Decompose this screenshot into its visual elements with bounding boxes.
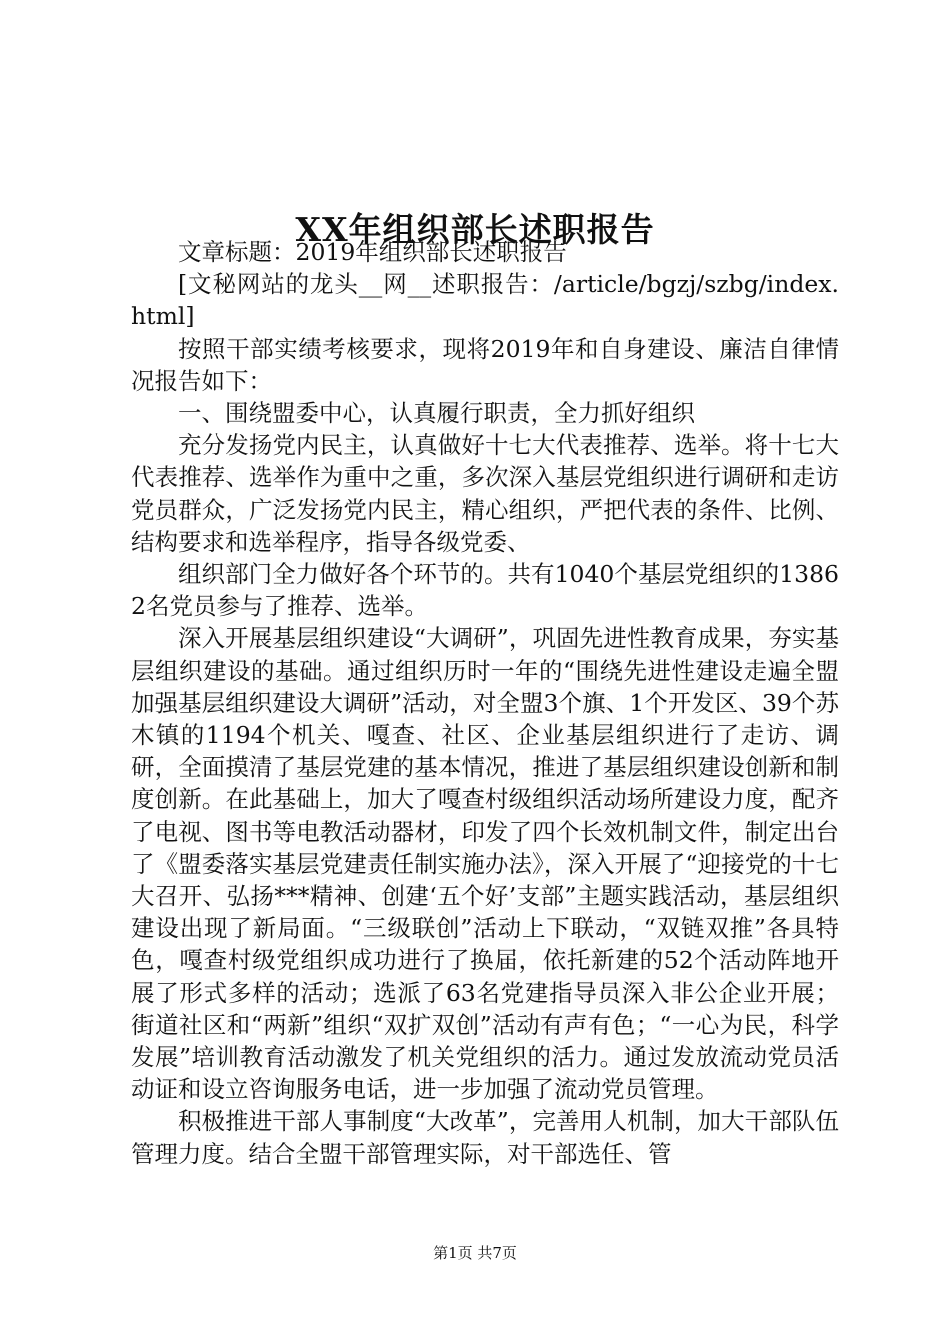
section-heading: 一、围绕盟委中心，认真履行职责，全力抓好组织 (178, 399, 695, 428)
paragraph: 深入开展基层组织建设“大调研”，巩固先进性教育成果，夯实基层组织建设的基础。通过组织历时一年的“围绕先进性建设走遍全盟加强基层组织建设大调研”活动，对全盟3个旗、1个开发区、39个苏木镇的1194个机关、嘎查、社区、企业基层组织进行了走访、调研，全面摸清了基层党建的基本情况，推进了基层组织建设创新和制度创新。在此基础上，加大了嘎查村级组织活动场所建设力度，配齐了电视、图书等电教活动器材，印发了四个长效机制文件，制定出台了《盟委落实基层党建责任制实施办法》，深入开展了“迎接党的十七大召开、弘扬***精神、创建‘五个好’支部”主题实践活动，基层组织建设出现了新局面。“三级联创”活动上下联动，“双链双推”各具特色，嘎查村级党组织成功进行了换届，依托新建的52个活动阵地开展了形式多样的活动；选派了63名党建指导员深入非公企业开展；街道社区和“两新”组织“双扩双创”活动有声有色；“一心为民，科学发展”培训教育活动激发了机关党组织的活力。通过发放流动党员活动证和设立咨询服务电话，进一步加强了流动党员管理。 (131, 624, 839, 1104)
paragraph: [文秘网站的龙头__网__述职报告：/article/bgzj/szbg/index.html] (131, 270, 839, 331)
page-number-footer: 第1页 共7页 (433, 1244, 517, 1262)
document-body (131, 236, 839, 1170)
paragraph: 充分发扬党内民主，认真做好十七大代表推荐、选举。将十七大代表推荐、选举作为重中之重，多次深入基层党组织进行调研和走访党员群众，广泛发扬党内民主，精心组织，严把代表的条件、比例、结构要求和选举程序，指导各级党委、 (131, 431, 839, 556)
document-title: XX年组织部长述职报告 (295, 210, 655, 250)
paragraph: 积极推进干部人事制度“大改革”，完善用人机制，加大干部队伍管理力度。结合全盟干部管理实际，对干部选任、管 (131, 1107, 839, 1168)
paragraph: 组织部门全力做好各个环节的。共有1040个基层党组织的13862名党员参与了推荐、选举。 (131, 560, 839, 621)
paragraph: 文章标题：2019年组织部长述职报告 (178, 238, 567, 266)
paragraph: 按照干部实绩考核要求，现将2019年和自身建设、廉洁自律情况报告如下： (131, 334, 839, 395)
